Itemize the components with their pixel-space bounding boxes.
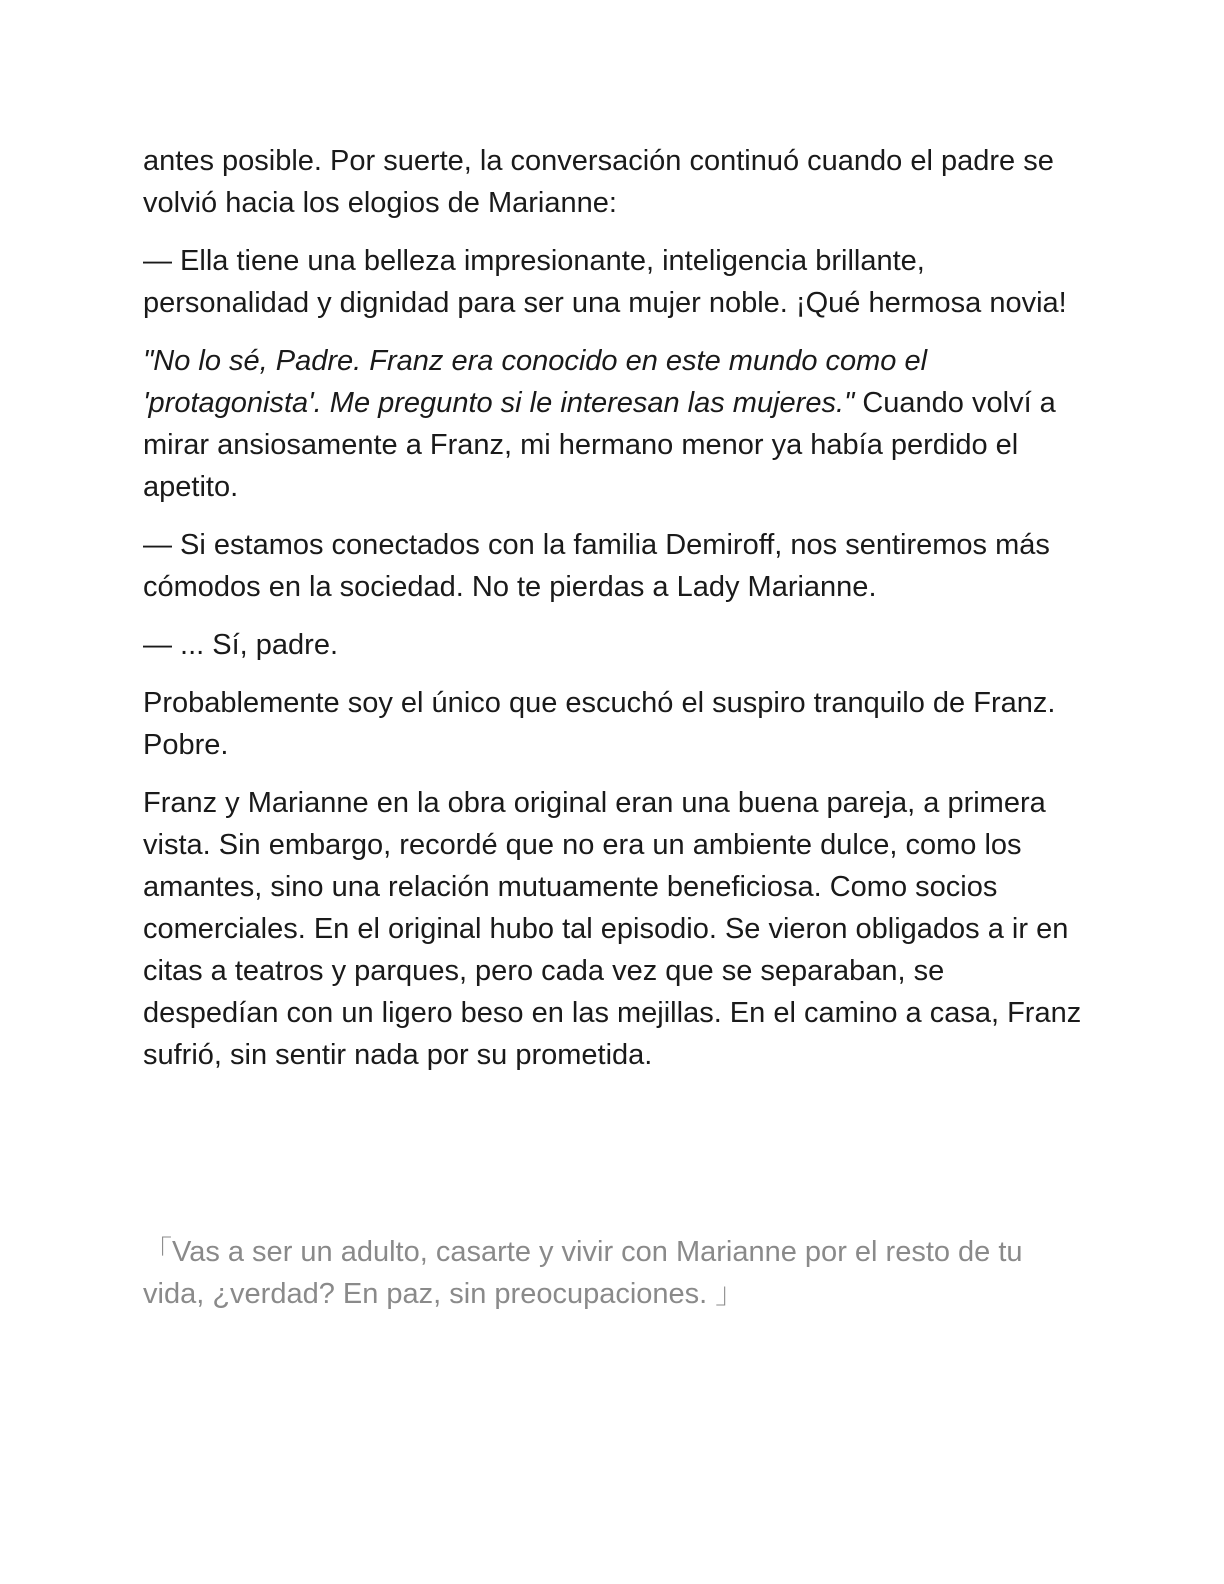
paragraph-4-dialogue: — Si estamos conectados con la familia Demiroff, nos sentiremos más cómodos en la sociedad. No te pierdas a Lady Marianne.: [143, 529, 1050, 603]
document-body: [143, 140, 1083, 1092]
paragraph-7: Franz y Marianne en la obra original eran una buena pareja, a primera vista. Sin embargo, recordé que no era un ambiente dulce, como los amantes, sino una relación mutuamente beneficiosa. Como socios comerciales. En el original hubo tal episodio. Se vieron obligados a ir en citas a teatros y parques, pero cada vez que se separaban, se despedían con un ligero beso en las mejillas. En el camino a casa, Franz sufrió, sin sentir nada por su prometida.: [143, 787, 1082, 1071]
paragraph-1: antes posible. Por suerte, la conversación continuó cuando el padre se volvió hacia los elogios de Marianne:: [143, 145, 1054, 219]
paragraph-6: Probablemente soy el único que escuchó el suspiro tranquilo de Franz. Pobre.: [143, 687, 1056, 761]
inner-thought-italic: "No lo sé, Padre. Franz era conocido en este mundo como el 'protagonista'. Me pregunto si le interesan las mujeres.": [143, 345, 928, 419]
paragraph-3: [143, 340, 1083, 508]
footer-quote: 「Vas a ser un adulto, casarte y vivir con Marianne por el resto de tu vida, ¿verdad? En paz, sin preocupaciones. 」: [143, 1236, 1023, 1310]
paragraph-5-dialogue: — ... Sí, padre.: [143, 629, 339, 661]
paragraph-2-dialogue: — Ella tiene una belleza impresionante, inteligencia brillante, personalidad y dignidad para ser una mujer noble. ¡Qué hermosa novia!: [143, 245, 1067, 319]
paragraph-3-continuation: Cuando volví a mirar ansiosamente a Franz, mi hermano menor ya había perdido el apetito.: [143, 387, 1056, 503]
footer-quote-block: [143, 1231, 1083, 1315]
